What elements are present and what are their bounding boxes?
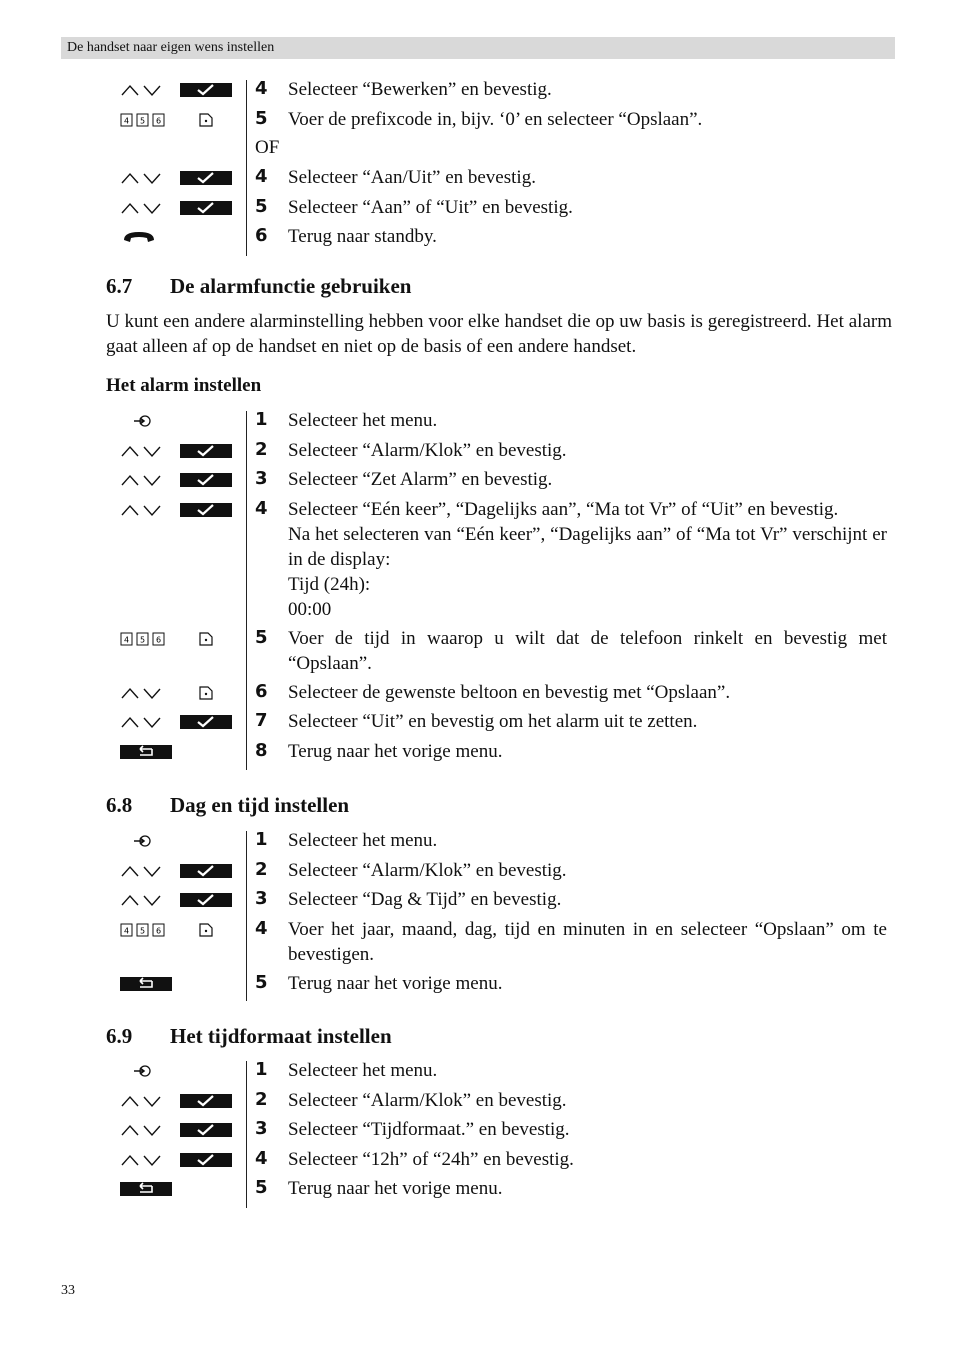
section-heading-6-7: [106, 274, 411, 299]
step-text: [288, 1058, 887, 1083]
step-text: [288, 107, 887, 132]
step-text: [288, 858, 887, 883]
ok-button-icon: [180, 863, 232, 879]
step-row: [0, 168, 954, 198]
step-row: [0, 858, 954, 891]
step-text: [288, 828, 887, 853]
step-text: [288, 224, 887, 249]
ok-button-icon: [180, 1152, 232, 1168]
step-text-line: Selecteer “Alarm/Klok” en bevestig.: [288, 1089, 567, 1111]
step-number: 6: [255, 225, 268, 246]
step-text: [288, 195, 887, 220]
ok-button-icon: [180, 714, 232, 730]
svg-text:4: 4: [123, 926, 130, 935]
step-text-line: Selecteer “Uit” en bevestig om het alarm uit te zetten.: [288, 711, 698, 732]
step-row: [0, 195, 954, 228]
step-row: [0, 1147, 954, 1180]
step-extra-line: Na het selecteren van “Eén keer”, “Dagelijks aan” of “Ma tot Vr” verschijnt er in de display:: [288, 523, 887, 570]
svg-text:5: 5: [139, 635, 146, 644]
nav-arrows-icon: [120, 170, 164, 186]
nav-arrows-icon: [120, 200, 164, 216]
step-row: [0, 890, 954, 920]
step-number: 3: [255, 888, 268, 909]
step-text-line: Selecteer het menu.: [288, 410, 438, 431]
step-number: 3: [255, 1118, 268, 1139]
step-text-line: Voer het jaar, maand, dag, tijd en minuten in en selecteer “Opslaan” om te bevestigen.: [288, 918, 887, 965]
step-text: [288, 971, 887, 996]
step-text: [288, 77, 887, 102]
section-title: Het tijdformaat instellen: [170, 1024, 392, 1048]
step-number: 5: [255, 971, 268, 993]
ok-button-icon: [180, 443, 232, 459]
section-number: 6.7: [106, 274, 133, 298]
step-text-line: Terug naar het vorige menu.: [288, 740, 503, 762]
menu-icon: [120, 1063, 164, 1079]
nav-arrows-icon: [120, 1093, 164, 1109]
step-text-line: Selecteer de gewenste beltoon en bevestig met “Opslaan”.: [288, 681, 731, 703]
svg-text:6: 6: [155, 926, 162, 935]
step-extra-line: Tijd (24h):: [288, 573, 371, 595]
step-number: 1: [255, 1059, 268, 1080]
step-row: [0, 227, 954, 257]
step-text-line: Terug naar het vorige menu.: [288, 972, 503, 994]
steps-block-onoff: [0, 168, 954, 257]
nav-arrows-icon: [120, 1152, 164, 1168]
step-number: 5: [255, 195, 268, 217]
save-softkey-icon: [180, 685, 232, 701]
step-extra-line: 00:00: [288, 598, 332, 620]
step-row: [0, 739, 954, 772]
page-number: 33: [61, 1283, 75, 1298]
steps-block-timeformat: [0, 1061, 954, 1209]
step-row: [0, 917, 954, 974]
section-paragraph: U kunt een andere alarminstelling hebben voor elke handset die op uw basis is geregistreerd. Het alarm gaat alleen af op de handset en niet op de basis of een andere handset.: [106, 311, 892, 357]
step-divider: [246, 1061, 247, 1208]
step-text: [288, 1117, 887, 1142]
keypad-icon: [120, 631, 166, 647]
save-softkey-icon: [180, 631, 232, 647]
section-title: De alarmfunctie gebruiken: [170, 274, 412, 298]
step-text-line: Selecteer “Eén keer”, “Dagelijks aan”, “Ma tot Vr” of “Uit” en bevestig.: [288, 498, 839, 520]
step-row: [0, 438, 954, 471]
step-text-line: Selecteer “Dag & Tijd” en bevestig.: [288, 889, 562, 910]
keypad-icon: [120, 112, 166, 128]
step-row: [0, 80, 954, 110]
step-number: 1: [255, 829, 268, 850]
step-row: [0, 712, 954, 742]
step-row: [0, 1088, 954, 1121]
menu-icon: [120, 413, 164, 429]
step-text-line: Selecteer “Zet Alarm” en bevestig.: [288, 469, 553, 490]
ok-button-icon: [180, 1093, 232, 1109]
step-row: [0, 470, 954, 500]
ok-button-icon: [180, 472, 232, 488]
ok-button-icon: [180, 82, 232, 98]
step-number: 4: [255, 497, 268, 519]
step-number: 5: [255, 107, 268, 129]
step-text-line: Selecteer “Alarm/Klok” en bevestig.: [288, 439, 567, 461]
hangup-icon: [120, 229, 164, 245]
step-text: [288, 887, 887, 912]
step-text: [288, 467, 887, 492]
step-row: [0, 107, 954, 140]
nav-arrows-icon: [120, 443, 164, 459]
step-number: 5: [255, 626, 268, 648]
step-text-line: Selecteer “Aan/Uit” en bevestig.: [288, 167, 536, 188]
step-row: [0, 680, 954, 713]
svg-text:4: 4: [123, 635, 130, 644]
step-text: [288, 680, 887, 705]
section-number: 6.8: [106, 793, 133, 817]
section-heading-6-8: [106, 793, 349, 818]
step-text-line: Selecteer “Aan” of “Uit” en bevestig.: [288, 196, 573, 218]
step-text-line: Voer de tijd in waarop u wilt dat de telefoon rinkelt en bevestig met “Opslaan”.: [288, 627, 887, 674]
or-label: OF: [255, 137, 280, 158]
subheading-alarm: Het alarm instellen: [106, 375, 262, 396]
section-title: Dag en tijd instellen: [170, 793, 350, 817]
back-button-icon: [120, 1181, 172, 1197]
step-number: 8: [255, 739, 268, 761]
step-row: [0, 1120, 954, 1150]
step-number: 3: [255, 468, 268, 489]
svg-text:5: 5: [139, 116, 146, 125]
step-row: [0, 831, 954, 861]
nav-arrows-icon: [120, 502, 164, 518]
step-number: 4: [255, 1147, 268, 1169]
step-divider: [246, 80, 247, 256]
step-text: [288, 1147, 887, 1172]
step-text: [288, 917, 887, 967]
step-number: 2: [255, 1088, 268, 1110]
step-text: [288, 497, 887, 622]
section-number: 6.9: [106, 1024, 133, 1048]
step-number: 7: [255, 710, 268, 731]
svg-text:6: 6: [155, 116, 162, 125]
step-text-line: Terug naar standby.: [288, 226, 437, 247]
step-divider: [246, 411, 247, 770]
nav-arrows-icon: [120, 892, 164, 908]
step-text: [288, 1088, 887, 1113]
ok-button-icon: [180, 892, 232, 908]
nav-arrows-icon: [120, 685, 164, 701]
step-number: 2: [255, 858, 268, 880]
save-softkey-icon: [180, 112, 232, 128]
save-softkey-icon: [180, 922, 232, 938]
step-row: [0, 1061, 954, 1091]
step-number: 5: [255, 1177, 268, 1198]
ok-button-icon: [180, 502, 232, 518]
step-row: [0, 626, 954, 683]
step-text-line: Voer de prefixcode in, bijv. ‘0’ en selecteer “Opslaan”.: [288, 108, 703, 130]
step-number: 1: [255, 409, 268, 430]
svg-text:6: 6: [155, 635, 162, 644]
step-text: [288, 408, 887, 433]
back-button-icon: [120, 744, 172, 760]
step-text-line: Selecteer “Tijdformaat.” en bevestig.: [288, 1119, 570, 1140]
step-text: [288, 165, 887, 190]
nav-arrows-icon: [120, 714, 164, 730]
page-header: De handset naar eigen wens instellen: [61, 37, 895, 59]
step-number: 4: [255, 78, 268, 99]
back-button-icon: [120, 976, 172, 992]
step-text-line: Selecteer “12h” of “24h” en bevestig.: [288, 1148, 574, 1170]
section-heading-6-9: [106, 1024, 392, 1049]
ok-button-icon: [180, 200, 232, 216]
steps-block-datetime: [0, 831, 954, 1003]
step-row: [0, 971, 954, 1004]
step-divider: [246, 831, 247, 1001]
svg-text:4: 4: [123, 116, 130, 125]
steps-block-prefix: [0, 80, 954, 139]
nav-arrows-icon: [120, 863, 164, 879]
steps-block-alarm: [0, 411, 954, 771]
step-text: [288, 626, 887, 676]
step-number: 2: [255, 438, 268, 460]
step-text: [288, 709, 887, 734]
step-number: 4: [255, 166, 268, 187]
menu-icon: [120, 833, 164, 849]
ok-button-icon: [180, 170, 232, 186]
nav-arrows-icon: [120, 82, 164, 98]
step-text-line: Selecteer “Bewerken” en bevestig.: [288, 79, 552, 100]
step-text-line: Selecteer het menu.: [288, 830, 438, 851]
step-row: [0, 1179, 954, 1209]
step-number: 6: [255, 680, 268, 702]
step-row: [0, 497, 954, 629]
nav-arrows-icon: [120, 1122, 164, 1138]
svg-text:5: 5: [139, 926, 146, 935]
step-text-line: Selecteer het menu.: [288, 1060, 438, 1081]
keypad-icon: [120, 922, 166, 938]
step-text: [288, 739, 887, 764]
step-text: [288, 438, 887, 463]
ok-button-icon: [180, 1122, 232, 1138]
step-number: 4: [255, 917, 268, 939]
step-row: [0, 411, 954, 441]
step-text: [288, 1176, 887, 1201]
nav-arrows-icon: [120, 472, 164, 488]
step-text-line: Terug naar het vorige menu.: [288, 1178, 503, 1199]
step-text-line: Selecteer “Alarm/Klok” en bevestig.: [288, 859, 567, 881]
